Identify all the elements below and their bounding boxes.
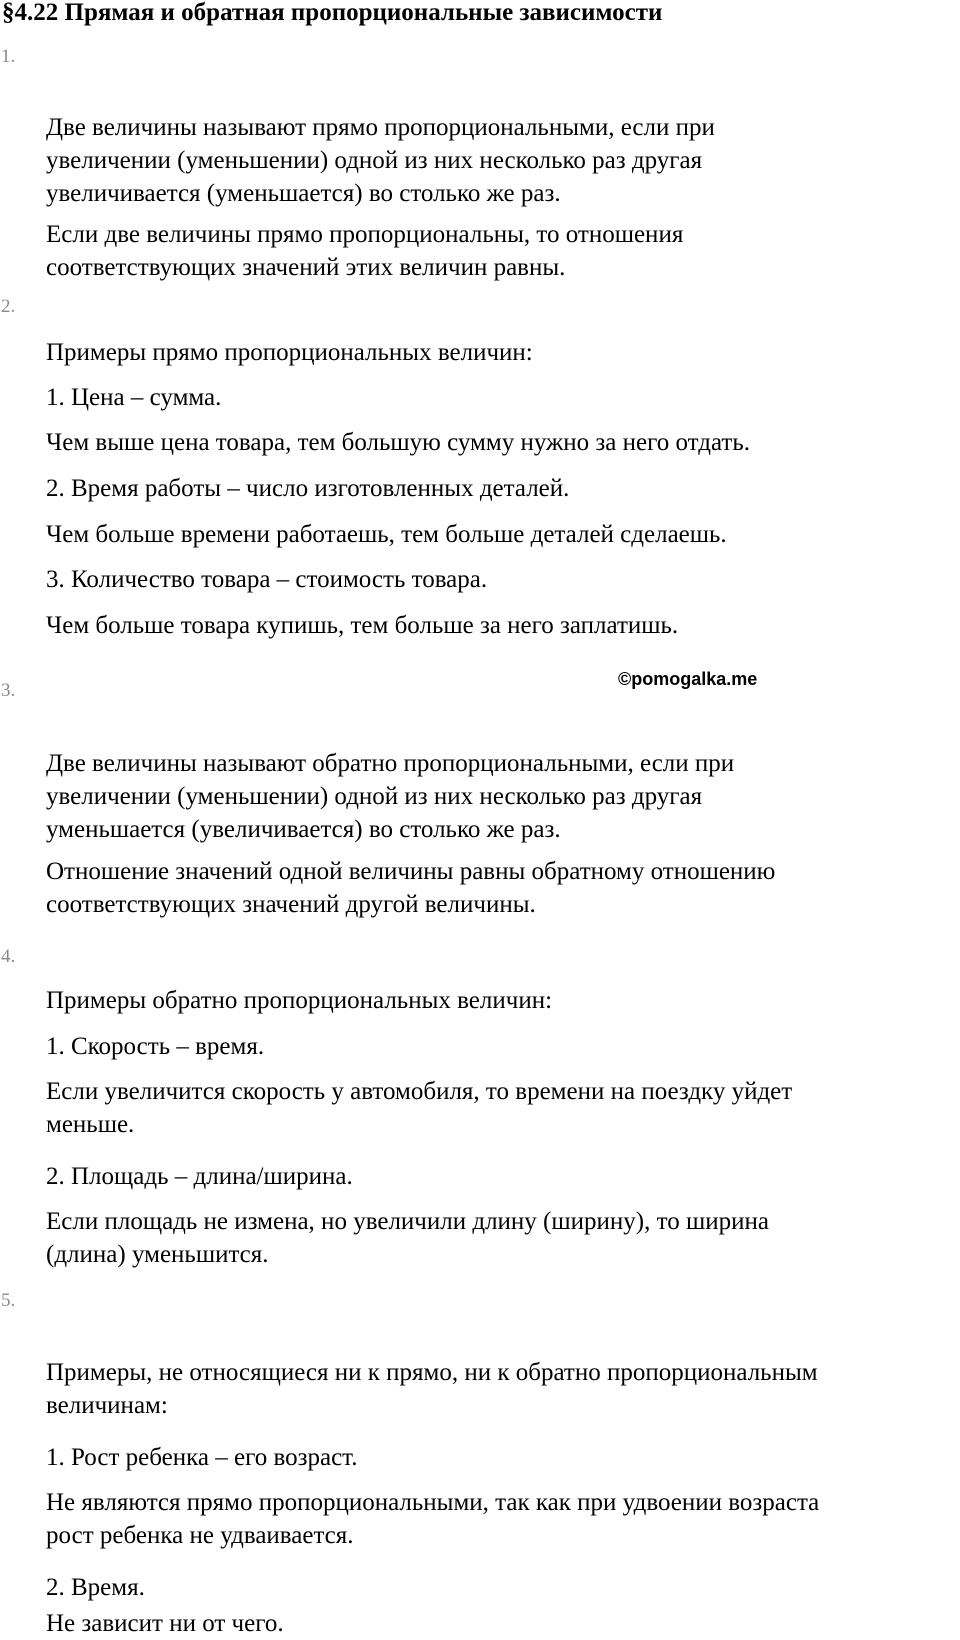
text-line: (длина) уменьшится. (46, 1241, 269, 1268)
section-2-paragraph-5 (46, 518, 727, 551)
text-line: уменьшается (увеличивается) во столько же раз. (46, 816, 561, 843)
text-line: меньше. (46, 1111, 135, 1138)
section-5-paragraph-1 (46, 1356, 818, 1422)
section-number-5: 5. (1, 1290, 16, 1311)
section-2-paragraph-3 (46, 426, 750, 459)
text-line: Чем выше цена товара, тем большую сумму нужно за него отдать. (46, 429, 750, 456)
text-line: Если две величины прямо пропорциональны, то отношения (46, 221, 684, 248)
text-line: увеличении (уменьшении) одной из них несколько раз другая (46, 783, 703, 810)
section-1-paragraph-2 (46, 218, 683, 284)
text-line: Примеры обратно пропорциональных величин: (46, 987, 553, 1014)
page-title: §4.22 Прямая и обратная пропорциональные зависимости (2, 0, 663, 26)
section-1-paragraph-1 (46, 111, 715, 210)
text-line: Примеры прямо пропорциональных величин: (46, 339, 533, 366)
text-line: 2. Время. (46, 1574, 145, 1601)
section-5-paragraph-3 (46, 1486, 819, 1552)
text-line: Две величины называют прямо пропорциональными, если при (46, 114, 715, 141)
text-line: 1. Скорость – время. (46, 1033, 265, 1060)
text-line: рост ребенка не удваивается. (46, 1522, 354, 1549)
section-number-4: 4. (1, 946, 16, 967)
section-4-paragraph-5 (46, 1205, 769, 1271)
text-line: Не зависит ни от чего. (46, 1610, 284, 1637)
section-4-paragraph-1 (46, 984, 552, 1017)
watermark: ©pomogalka.me (618, 669, 758, 689)
text-line: соответствующих значений этих величин равны. (46, 254, 566, 281)
text-line: Не являются прямо пропорциональными, так как при удвоении возраста (46, 1489, 820, 1516)
text-line: Отношение значений одной величины равны обратному отношению (46, 858, 776, 885)
text-line: 1. Цена – сумма. (46, 384, 222, 411)
text-line: соответствующих значений другой величины. (46, 891, 536, 918)
text-line: Если площадь не измена, но увеличили длину (ширину), то ширина (46, 1208, 769, 1235)
section-5-paragraph-5 (46, 1607, 284, 1640)
section-3-paragraph-1 (46, 747, 734, 846)
text-line: Две величины называют обратно пропорциональными, если при (46, 750, 735, 777)
section-3-paragraph-2 (46, 855, 775, 921)
section-2-paragraph-6 (46, 563, 487, 596)
text-line: Чем больше времени работаешь, тем больше деталей сделаешь. (46, 521, 727, 548)
section-4-paragraph-2 (46, 1030, 264, 1063)
section-number-1: 1. (1, 46, 16, 67)
section-2-paragraph-1 (46, 336, 533, 369)
section-5-paragraph-4 (46, 1571, 145, 1604)
section-2-paragraph-2 (46, 381, 221, 414)
text-line: Если увеличится скорость у автомобиля, то времени на поездку уйдет (46, 1078, 793, 1105)
text-line: увеличивается (уменьшается) во столько же раз. (46, 180, 561, 207)
section-2-paragraph-4 (46, 472, 569, 505)
text-line: Примеры, не относящиеся ни к прямо, ни к обратно пропорциональным (46, 1359, 818, 1386)
text-line: увеличении (уменьшении) одной из них несколько раз другая (46, 147, 703, 174)
section-4-paragraph-3 (46, 1075, 792, 1141)
section-2-paragraph-7 (46, 609, 678, 642)
text-line: 2. Площадь – длина/ширина. (46, 1163, 353, 1190)
text-line: Чем больше товара купишь, тем больше за него заплатишь. (46, 612, 679, 639)
text-line: 3. Количество товара – стоимость товара. (46, 566, 488, 593)
section-number-3: 3. (1, 680, 16, 701)
section-number-2: 2. (1, 296, 16, 317)
section-5-paragraph-2 (46, 1441, 357, 1474)
text-line: 2. Время работы – число изготовленных деталей. (46, 475, 570, 502)
text-line: величинам: (46, 1392, 168, 1419)
section-4-paragraph-4 (46, 1160, 353, 1193)
text-line: 1. Рост ребенка – его возраст. (46, 1444, 358, 1471)
